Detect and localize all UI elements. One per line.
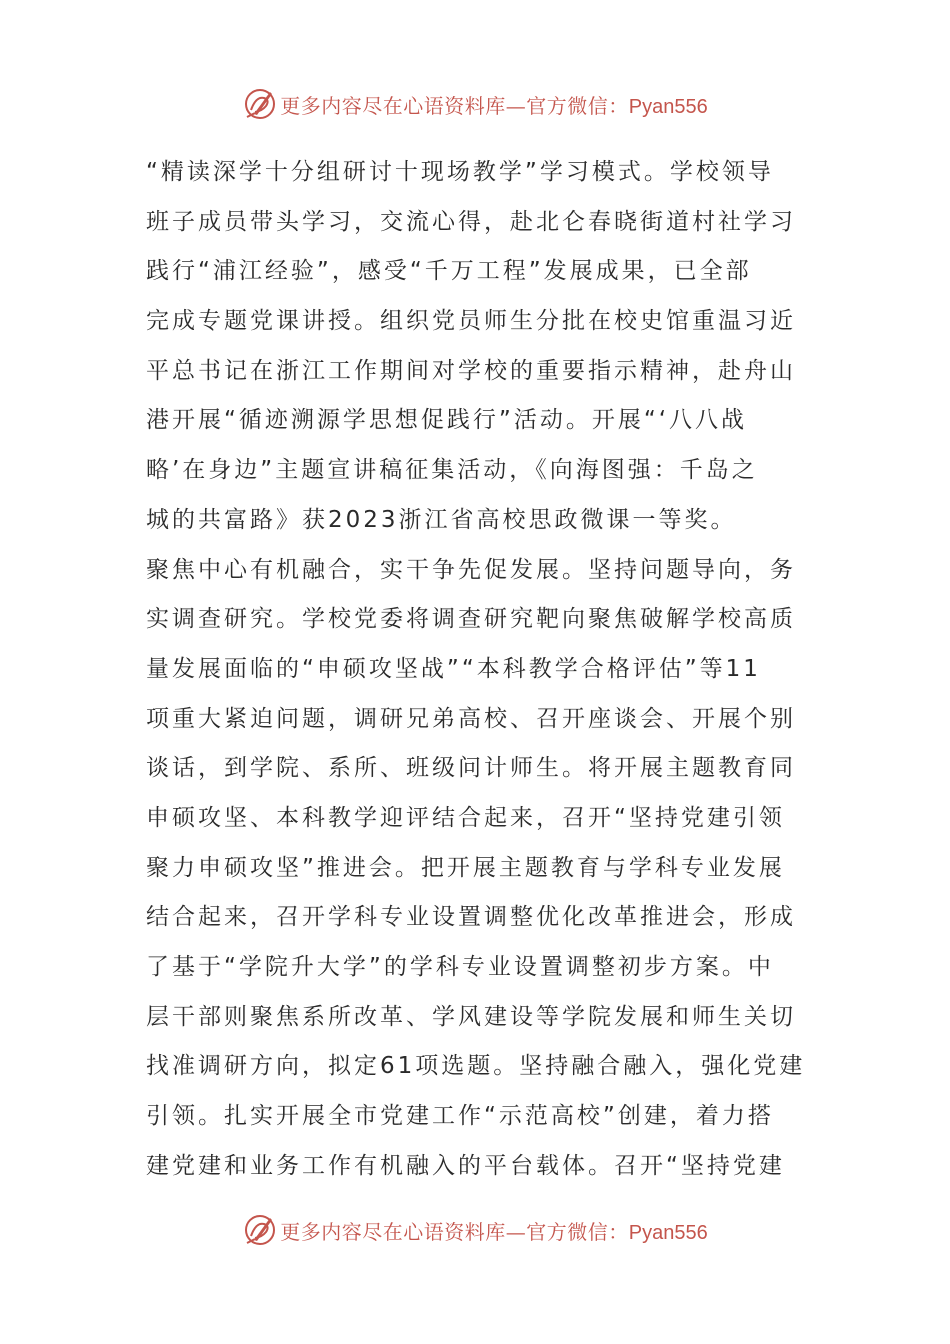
text-line: 城的共富路》获2023浙江省高校思政微课一等奖。 <box>146 506 737 533</box>
text-line: 引领。扎实开展全市党建工作“示范高校”创建，着力搭 <box>146 1103 774 1130</box>
text-line: 了基于“学院升大学”的学科专业设置调整初步方案。中 <box>146 954 774 980</box>
watermark-text: 更多内容尽在心语资料库—官方微信：Pyan556 <box>280 1219 708 1244</box>
text-line: 班子成员带头学习，交流心得，赴北仑春晓街道村社学习 <box>146 208 796 235</box>
pen-logo-icon <box>242 1212 278 1248</box>
watermark-text: 更多内容尽在心语资料库—官方微信：Pyan556 <box>280 93 708 118</box>
text-line: 项重大紧迫问题，调研兄弟高校、召开座谈会、开展个别 <box>146 705 796 732</box>
watermark-handle: Pyan556 <box>628 1221 708 1244</box>
watermark-footer <box>0 1210 950 1250</box>
text-line: 平总书记在浙江工作期间对学校的重要指示精神，赴舟山 <box>146 357 796 384</box>
text-line: 量发展面临的“申硕攻坚战”“本科教学合格评估”等11 <box>146 655 761 682</box>
text-line: 完成专题党课讲授。组织党员师生分批在校史馆重温习近 <box>146 308 796 335</box>
text-line: 聚焦中心有机融合，实干争先促发展。坚持问题导向，务 <box>146 556 796 583</box>
text-line: 申硕攻坚、本科教学迎评结合起来，召开“坚持党建引领 <box>146 804 785 831</box>
text-line: 结合起来，召开学科专业设置调整优化改革推进会，形成 <box>146 904 796 931</box>
document-body <box>146 148 806 1191</box>
pen-logo-icon <box>242 86 278 122</box>
text-line: 实调查研究。学校党委将调查研究靶向聚焦破解学校高质 <box>146 606 796 633</box>
text-line: “精读深学十分组研讨十现场教学”学习模式。学校领导 <box>146 159 774 185</box>
text-line: 找准调研方向，拟定61项选题。坚持融合融入，强化党建 <box>146 1053 806 1080</box>
text-line: 略’在身边”主题宣讲稿征集活动，《向海图强：千岛之 <box>146 457 758 484</box>
watermark-header <box>0 84 950 124</box>
text-line: 谈话，到学院、系所、班级问计师生。将开展主题教育同 <box>146 755 796 782</box>
text-line: 践行“浦江经验”，感受“千万工程”发展成果，已全部 <box>146 258 752 285</box>
watermark-handle: Pyan556 <box>628 95 708 118</box>
text-line: 建党建和业务工作有机融入的平台载体。召开“坚持党建 <box>146 1152 785 1179</box>
text-line: 聚力申硕攻坚”推进会。把开展主题教育与学科专业发展 <box>146 854 785 881</box>
text-line: 层干部则聚焦系所改革、学风建设等学院发展和师生关切 <box>146 1003 796 1030</box>
text-line: 港开展“循迹溯源学思想促践行”活动。开展“‘八八战 <box>146 407 748 434</box>
